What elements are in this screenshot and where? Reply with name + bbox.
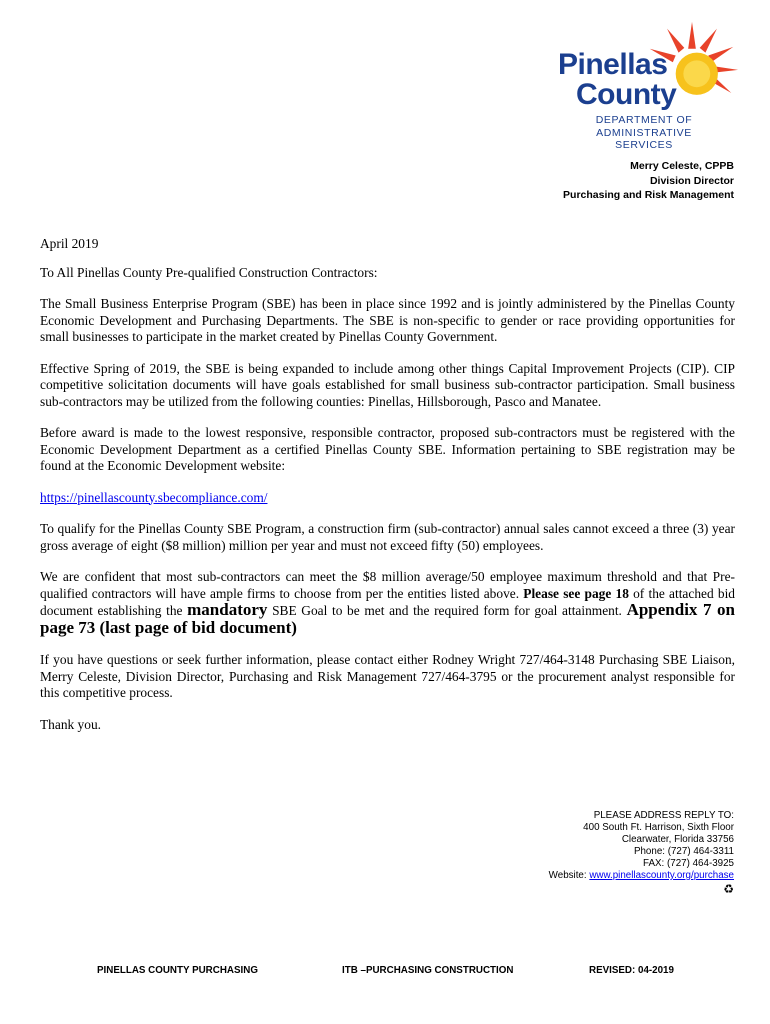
- threshold-text-e: SBE Goal to be met and the required form for goal attainment.: [267, 603, 627, 618]
- website-link[interactable]: www.pinellascounty.org/purchase: [589, 870, 734, 881]
- reply-phone: Phone: (727) 464-3311: [633, 846, 734, 857]
- logo-dept-line-2: ADMINISTRATIVE: [596, 126, 692, 139]
- paragraph-qualification: To qualify for the Pinellas County SBE Program, a construction firm (sub-contractor) annual sales cannot exceed a three (3) year gross average of eight ($8 million) million per year and must not exceed fifty (50) employees.: [40, 521, 735, 553]
- sbe-compliance-link[interactable]: https://pinellascounty.sbecompliance.com/: [40, 489, 268, 505]
- logo-word-county: County: [576, 78, 677, 111]
- paragraph-threshold: [40, 569, 735, 637]
- logo-department: [584, 114, 704, 152]
- director-division: Purchasing and Risk Management: [563, 189, 734, 201]
- reply-website: [549, 870, 734, 882]
- director-title: Division Director: [649, 174, 734, 187]
- footer-center: ITB –PURCHASING CONSTRUCTION: [342, 965, 514, 976]
- paragraph-sbe-expansion: Effective Spring of 2019, the SBE is being expanded to include among other things Capital Improvement Projects (CIP). CIP competitive solicitation documents will have goals established for small business sub-contractor participation. Small business sub-contractors may be utilized from the following counties: Pinellas, Hillsborough, Pasco and Manatee.: [40, 360, 735, 409]
- pinellas-county-logo: [552, 20, 742, 160]
- threshold-text-c: of the attached bid document establishing the: [40, 585, 735, 618]
- logo-dept-line-1: DEPARTMENT OF: [595, 114, 693, 126]
- footer-left: PINELLAS COUNTY PURCHASING: [97, 965, 258, 976]
- reply-fax: FAX: (727) 464-3925: [643, 858, 734, 869]
- reply-address-line-2: Clearwater, Florida 33756: [621, 834, 734, 845]
- mandatory-emphasis: mandatory: [187, 600, 268, 619]
- reply-address-line-1: 400 South Ft. Harrison, Sixth Floor: [583, 822, 734, 833]
- website-label: Website:: [548, 870, 590, 881]
- footer-right: REVISED: 04-2019: [589, 965, 674, 976]
- director-block: [563, 159, 734, 203]
- reply-heading: PLEASE ADDRESS REPLY TO:: [593, 810, 734, 821]
- letter-body: [40, 236, 735, 748]
- sbe-link-paragraph: [40, 490, 735, 507]
- letter-salutation: To All Pinellas County Pre-qualified Construction Contractors:: [40, 264, 378, 280]
- threshold-text-a: We are confident that most sub-contractors can meet the $8 million average/50 employee maximum threshold and that Pre-qualified contractors will have ample firms to choose from per the entities listed above.: [40, 569, 735, 601]
- letter-closing: Thank you.: [40, 716, 101, 732]
- paragraph-registration: Before award is made to the lowest responsive, responsible contractor, proposed sub-contractors must be registered with the Economic Development Department as a certified Pinellas County SBE. Information pertaining to SBE registration may be found at the Economic Development website:: [40, 425, 735, 473]
- appendix-7-reference: Appendix 7 on page 73 (last page of bid document): [40, 600, 736, 637]
- letter-date: April 2019: [40, 236, 99, 251]
- logo-word-pinellas: Pinellas: [558, 48, 668, 81]
- reply-address-block: [549, 810, 734, 897]
- paragraph-contacts: If you have questions or seek further information, please contact either Rodney Wright 727/464-3148 Purchasing SBE Liaison, Merry Celeste, Division Director, Purchasing and Risk Management 727/464-3795 or the procurement analyst responsible for this competitive process.: [40, 652, 735, 700]
- page-18-reference: Please see page 18: [523, 585, 629, 601]
- director-name: Merry Celeste, CPPB: [630, 160, 734, 172]
- paragraph-sbe-overview: The Small Business Enterprise Program (SBE) has been in place since 1992 and is jointly administered by the Pinellas County Economic Development and Purchasing Departments. The SBE is non-specific to gender or race providing opportunities for small businesses to participate in the market created by Pinellas County Government.: [40, 296, 735, 344]
- logo-dept-line-3: SERVICES: [615, 139, 673, 151]
- recycle-icon: ♻: [723, 882, 734, 896]
